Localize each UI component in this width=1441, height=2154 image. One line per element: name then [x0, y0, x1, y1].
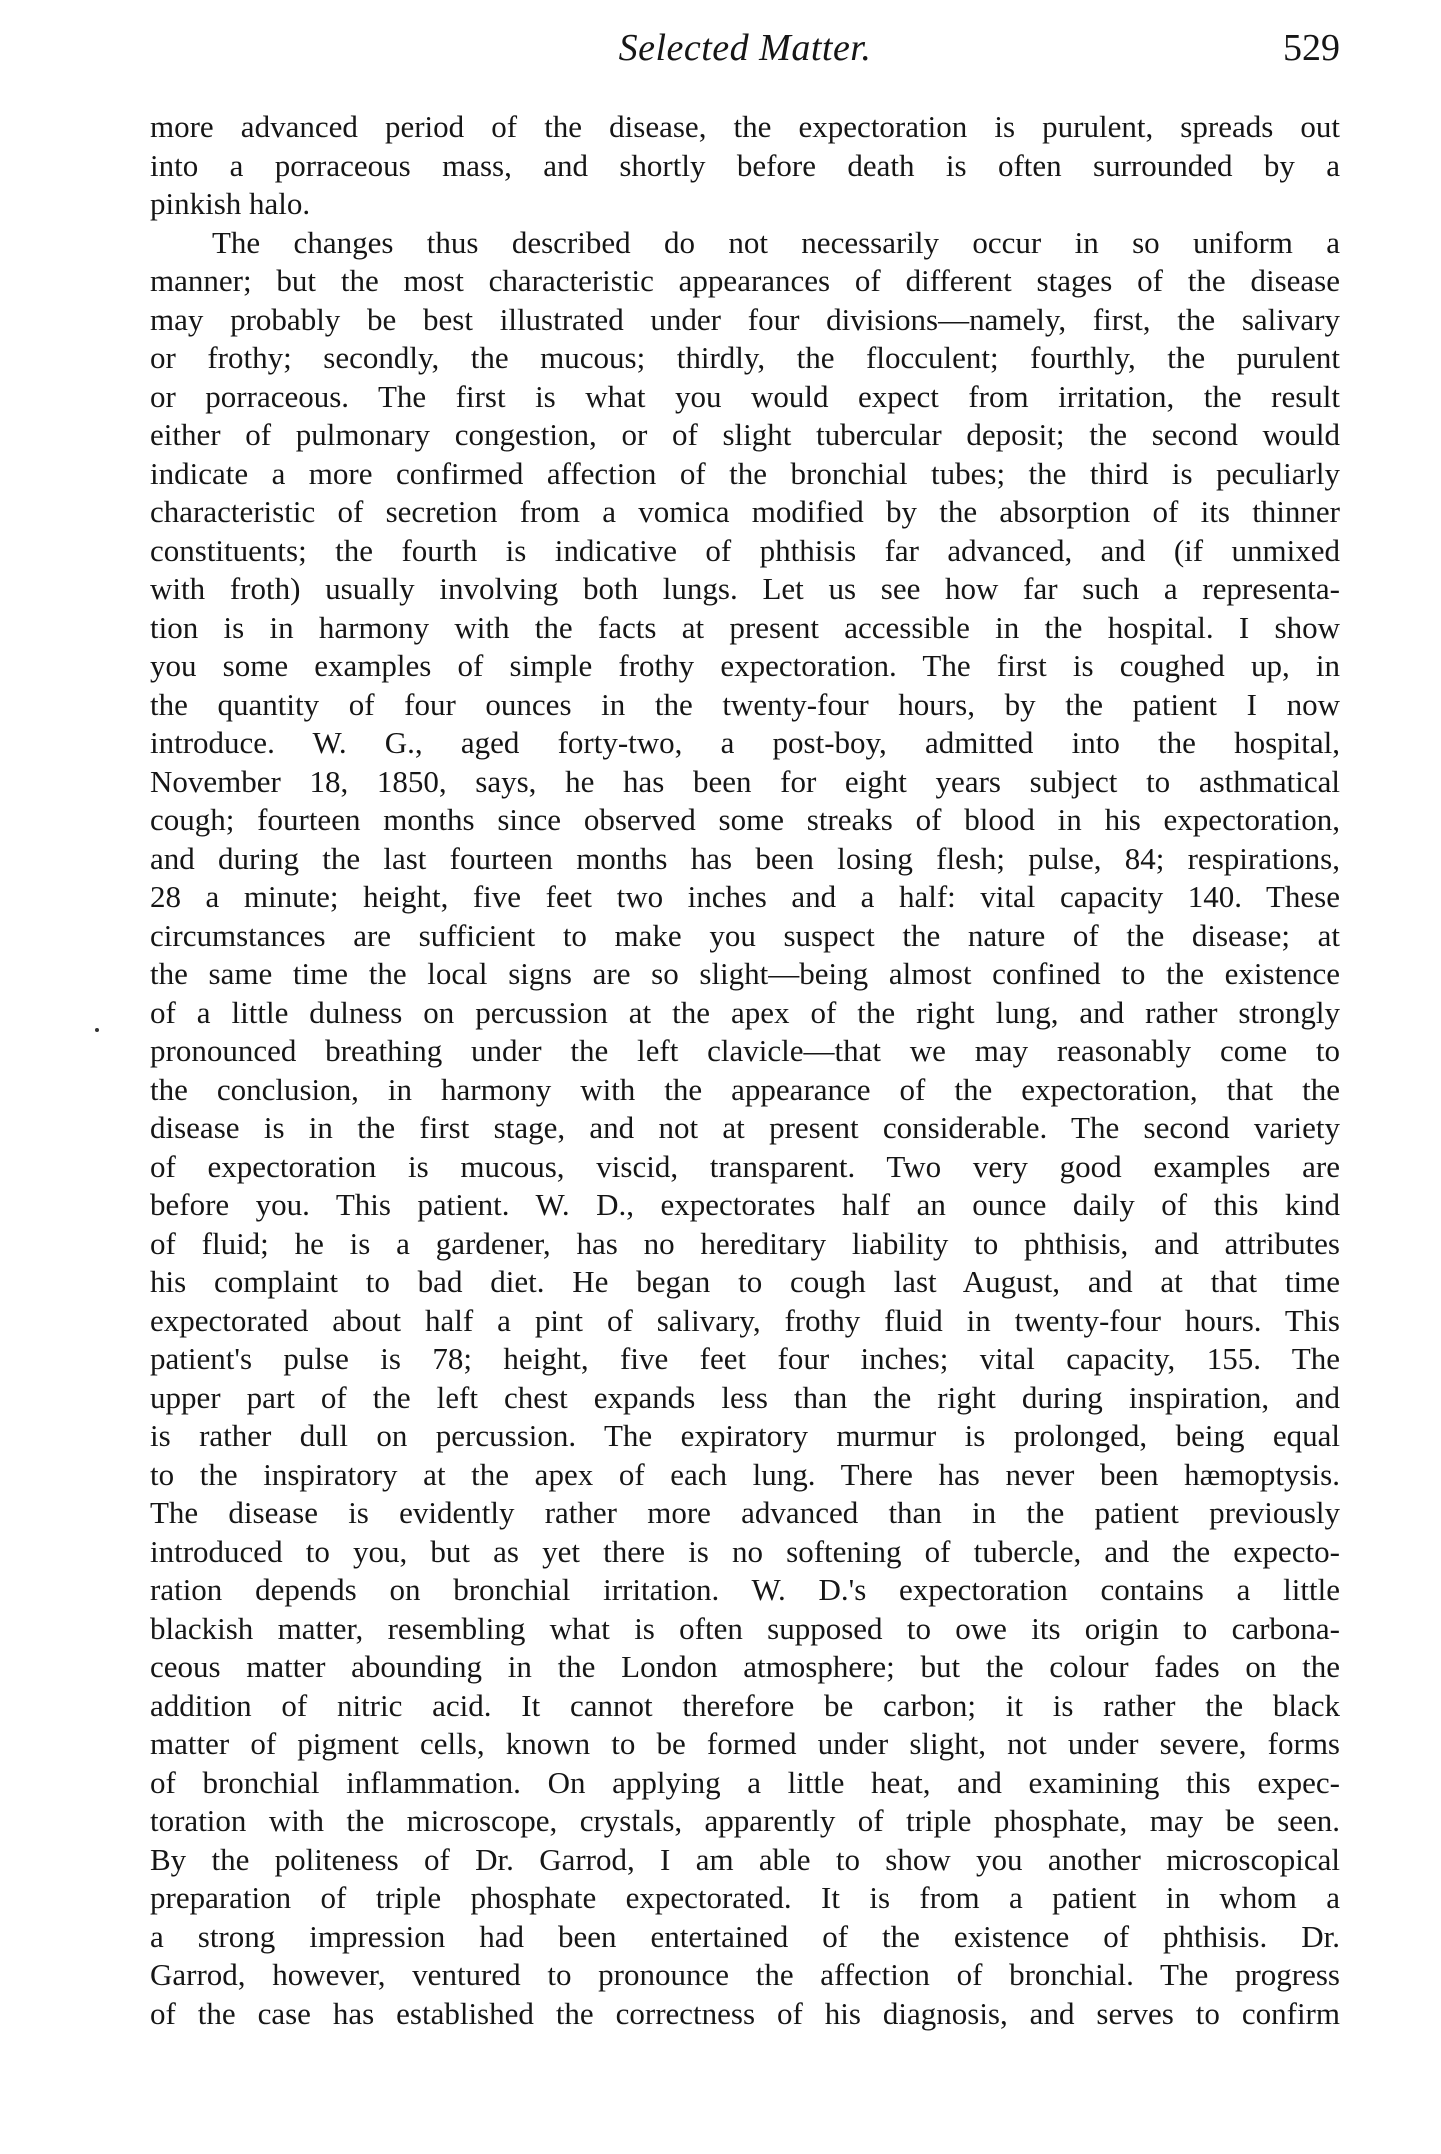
text-line: toration with the microscope, crystals, apparently of triple phosphate, may be seen.: [150, 1803, 1340, 1838]
text-line: you some examples of simple frothy expectoration. The first is coughed up, in: [150, 648, 1340, 683]
text-line: upper part of the left chest expands less than the right during inspiration, and: [150, 1379, 1340, 1415]
text-line: November 18, 1850, says, he has been for eight years subject to asthmatical: [150, 763, 1340, 799]
body-text: [150, 108, 1340, 2072]
text-line: cough; fourteen months since observed some streaks of blood in his expectoration,: [150, 802, 1340, 837]
text-line: before you. This patient. W. D., expectorates half an ounce daily of this kind: [150, 1187, 1340, 1222]
text-line: matter of pigment cells, known to be formed under slight, not under severe, forms: [150, 1726, 1340, 1761]
text-line: By the politeness of Dr. Garrod, I am able to show you another microscopical: [150, 1841, 1340, 1877]
text-line: preparation of triple phosphate expectorated. It is from a patient in whom a: [150, 1880, 1340, 1915]
text-line: of fluid; he is a gardener, has no hereditary liability to phthisis, and attributes: [150, 1225, 1340, 1261]
text-line: is rather dull on percussion. The expiratory murmur is prolonged, being equal: [150, 1418, 1340, 1453]
page-number: 529: [1283, 27, 1340, 69]
text-line: circumstances are sufficient to make you suspect the nature of the disease; at: [150, 917, 1340, 953]
text-line: pinkish halo.: [150, 186, 311, 221]
text-line: disease is in the first stage, and not at present considerable. The second variety: [150, 1110, 1340, 1145]
text-line: indicate a more confirmed affection of the bronchial tubes; the third is peculiarly: [150, 455, 1340, 491]
text-line: into a porraceous mass, and shortly before death is often surrounded by a: [150, 147, 1340, 183]
text-line: 28 a minute; height, five feet two inches and a half: vital capacity 140. These: [150, 879, 1340, 914]
text-line: tion is in harmony with the facts at present accessible in the hospital. I show: [150, 609, 1340, 645]
running-head: [150, 22, 1340, 74]
text-line: manner; but the most characteristic appearances of different stages of the disease: [150, 263, 1340, 298]
text-line: ration depends on bronchial irritation. W. D.'s expectoration contains a little: [150, 1572, 1340, 1607]
margin-speck: [95, 1028, 99, 1032]
text-line: of expectoration is mucous, viscid, transparent. Two very good examples are: [150, 1148, 1340, 1184]
text-line: ceous matter abounding in the London atmosphere; but the colour fades on the: [150, 1649, 1340, 1684]
text-line: [150, 2033, 1340, 2072]
text-line: either of pulmonary congestion, or of slight tubercular deposit; the second would: [150, 417, 1340, 452]
text-line: the same time the local signs are so slight—being almost confined to the existence: [150, 956, 1340, 991]
text-line: to the inspiratory at the apex of each lung. There has never been hæmoptysis.: [150, 1456, 1340, 1492]
text-line: introduce. W. G., aged forty-two, a post-boy, admitted into the hospital,: [150, 725, 1340, 760]
running-title: Selected Matter.: [618, 27, 872, 69]
text-line: more advanced period of the disease, the expectoration is purulent, spreads out: [150, 109, 1340, 144]
text-line: his complaint to bad diet. He began to cough last August, and at that time: [150, 1264, 1340, 1299]
text-line: patient's pulse is 78; height, five feet four inches; vital capacity, 155. The: [150, 1341, 1340, 1376]
text-line: or porraceous. The first is what you would expect from irritation, the result: [150, 378, 1340, 414]
text-line: constituents; the fourth is indicative of phthisis far advanced, and (if unmixed: [150, 532, 1340, 568]
text-line: of bronchial inflammation. On applying a little heat, and examining this expec-: [150, 1764, 1340, 1800]
text-line: characteristic of secretion from a vomica modified by the absorption of its thinner: [150, 494, 1340, 529]
text-line: The disease is evidently rather more advanced than in the patient previously: [150, 1495, 1340, 1530]
text-line: and during the last fourteen months has been losing flesh; pulse, 84; respirations,: [150, 840, 1340, 876]
text-line: introduced to you, but as yet there is no softening of tubercle, and the expecto-: [150, 1533, 1340, 1569]
text-line: The changes thus described do not necessarily occur in so uniform a: [212, 224, 1340, 260]
text-line: addition of nitric acid. It cannot therefore be carbon; it is rather the black: [150, 1687, 1340, 1723]
text-line: pronounced breathing under the left clavicle—that we may reasonably come to: [150, 1033, 1340, 1068]
text-line: expectorated about half a pint of salivary, frothy fluid in twenty-four hours. This: [150, 1302, 1340, 1338]
text-line: may probably be best illustrated under four divisions—namely, first, the salivary: [150, 301, 1340, 337]
text-line: the quantity of four ounces in the twenty-four hours, by the patient I now: [150, 686, 1340, 722]
text-line: a strong impression had been entertained of the existence of phthisis. Dr.: [150, 1918, 1340, 1954]
text-line: or frothy; secondly, the mucous; thirdly, the flocculent; fourthly, the purulent: [150, 340, 1340, 375]
text-line: Garrod, however, ventured to pronounce the affection of bronchial. The progress: [150, 1957, 1340, 1992]
text-line: of a little dulness on percussion at the apex of the right lung, and rather strongly: [150, 994, 1340, 1030]
text-line: with froth) usually involving both lungs. Let us see how far such a representa-: [150, 571, 1340, 606]
text-line: blackish matter, resembling what is often supposed to owe its origin to carbona-: [150, 1610, 1340, 1646]
text-line: of the case has established the correctness of his diagnosis, and serves to confirm: [150, 1995, 1340, 2031]
text-line: the conclusion, in harmony with the appearance of the expectoration, that the: [150, 1071, 1340, 1107]
